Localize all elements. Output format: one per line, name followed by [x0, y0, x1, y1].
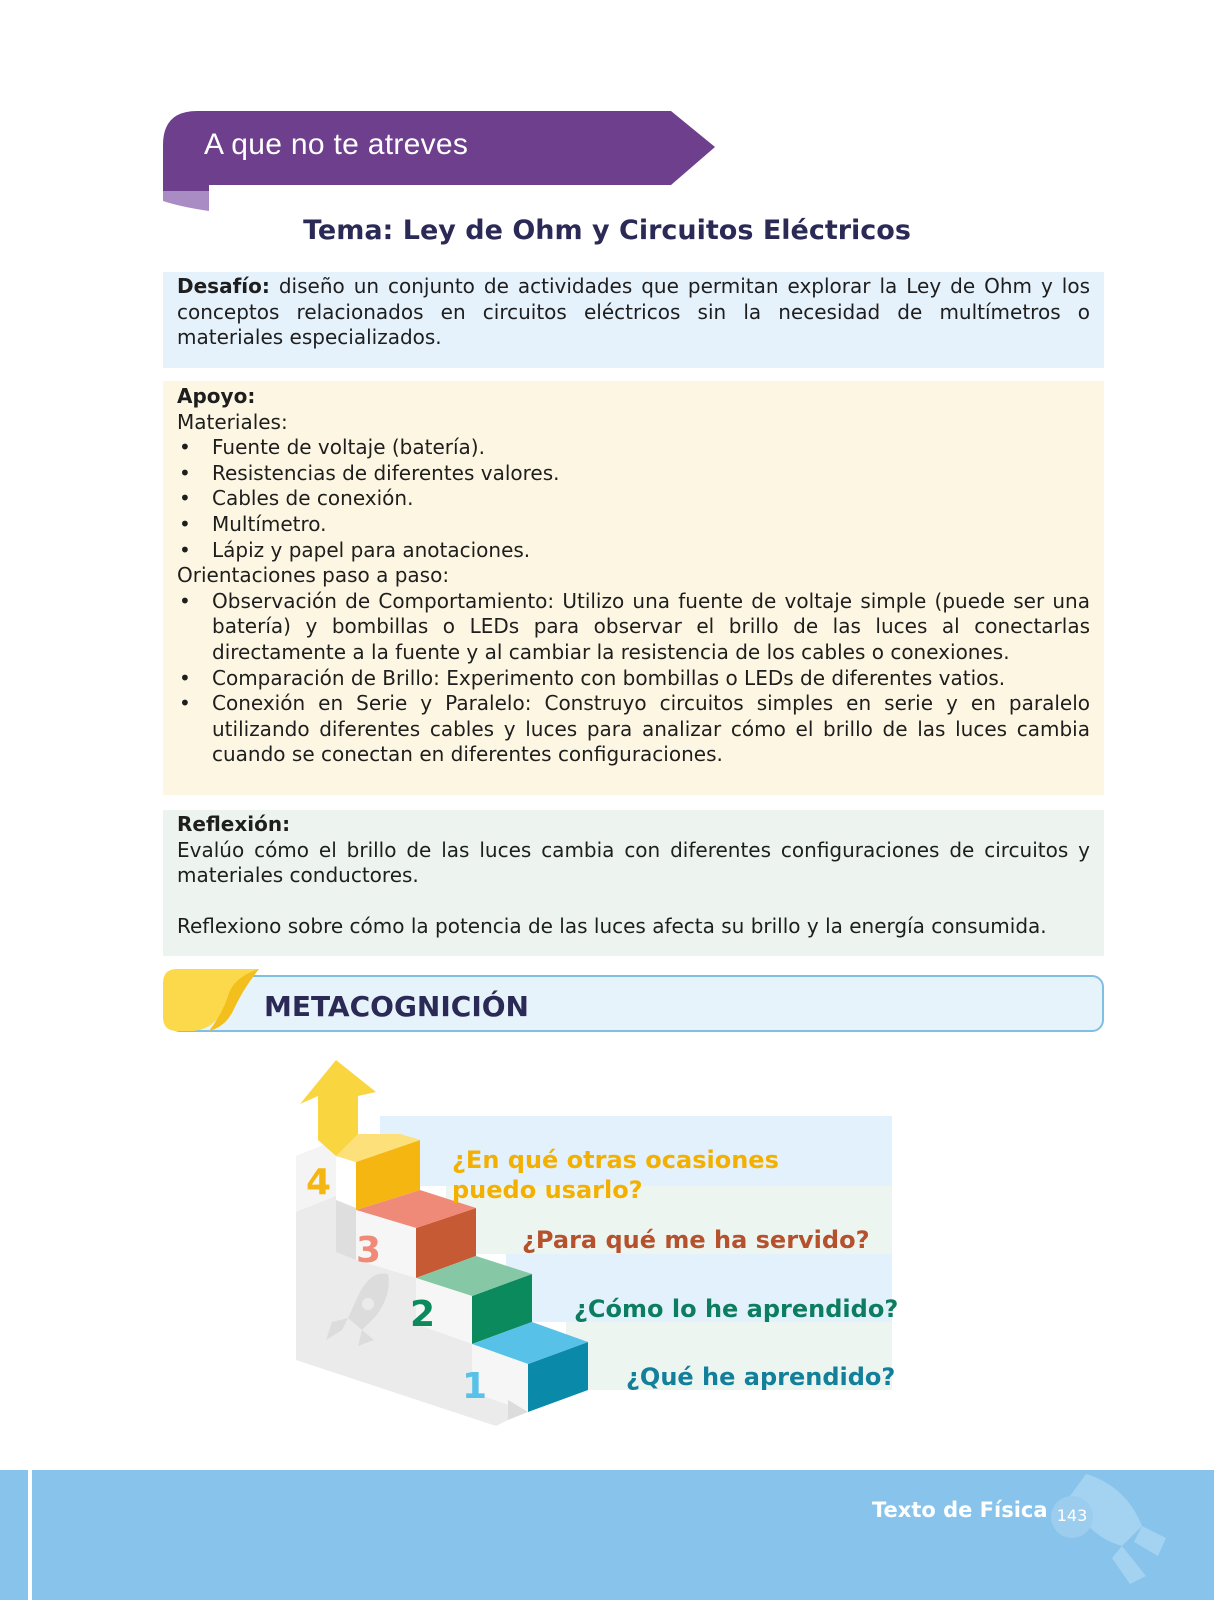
- list-item: • Comparación de Brillo: Experimento con bombillas o LEDs de diferentes vatios.: [177, 666, 1090, 692]
- question-step-1: ¿Qué he aprendido?: [626, 1363, 896, 1391]
- list-item: • Cables de conexión.: [177, 486, 1090, 512]
- page-title: Tema: Ley de Ohm y Circuitos Eléctricos: [303, 215, 911, 246]
- list-item: • Observación de Comportamiento: Utilizo una fuente de voltaje simple (puede ser una batería) y bombillas o LEDs para observar el brillo de las luces al conectarlas directamente a la fuente y al cambiar la resistencia de los cables o conexiones.: [177, 589, 1090, 666]
- list-item: • Fuente de voltaje (batería).: [177, 435, 1090, 461]
- challenge-box: [163, 272, 1104, 368]
- question-step-2: ¿Cómo lo he aprendido?: [574, 1295, 899, 1323]
- step-number-4: 4: [306, 1162, 332, 1203]
- step-number-1: 1: [462, 1366, 488, 1407]
- steps-heading: Orientaciones paso a paso:: [177, 563, 450, 588]
- reflection-box: [163, 810, 1104, 956]
- list-item: • Resistencias de diferentes valores.: [177, 461, 1090, 487]
- page-number: 143: [1056, 1506, 1088, 1525]
- question-step-4: ¿En qué otras ocasiones puedo usarlo?: [452, 1146, 779, 1204]
- list-item: • Multímetro.: [177, 512, 1090, 538]
- rocket-watermark-icon: [1026, 1466, 1176, 1600]
- step-number-2: 2: [410, 1294, 436, 1335]
- question-step-3: ¿Para qué me ha servido?: [522, 1226, 870, 1254]
- metacognition-title: METACOGNICIÓN: [264, 990, 529, 1023]
- footer-divider: [28, 1470, 32, 1600]
- steps-list: [177, 589, 1090, 768]
- materials-heading: Materiales:: [177, 409, 288, 434]
- support-label: Apoyo:: [177, 384, 256, 408]
- challenge-label: Desafío:: [177, 274, 270, 298]
- challenge-text: diseño un conjunto de actividades que permitan explorar la Ley de Ohm y los conceptos relacionados en circuitos eléctricos sin la necesidad de multímetros o materiales especializados.: [177, 274, 1090, 350]
- reflection-paragraph: Reflexiono sobre cómo la potencia de las luces afecta su brillo y la energía consumida.: [177, 914, 1047, 939]
- list-item: • Conexión en Serie y Paralelo: Construyo circuitos simples en serie y en paralelo utilizando diferentes cables y luces para analizar cómo el brillo de las luces cambia cuando se conectan en diferentes configuraciones.: [177, 691, 1090, 768]
- list-item: • Lápiz y papel para anotaciones.: [177, 538, 1090, 564]
- materials-list: [177, 435, 1090, 563]
- support-box: [163, 381, 1104, 795]
- step-number-3: 3: [356, 1230, 382, 1271]
- metacognition-tab-icon: [163, 969, 263, 1033]
- section-banner-title: A que no te atreves: [204, 128, 469, 161]
- reflection-label: Reflexión:: [177, 812, 291, 836]
- reflection-paragraph: Evalúo cómo el brillo de las luces cambia con diferentes configuraciones de circuitos y materiales conductores.: [177, 837, 1090, 888]
- book-title: Texto de Física: [872, 1498, 1048, 1522]
- learning-stairs-illustration: [296, 1060, 899, 1460]
